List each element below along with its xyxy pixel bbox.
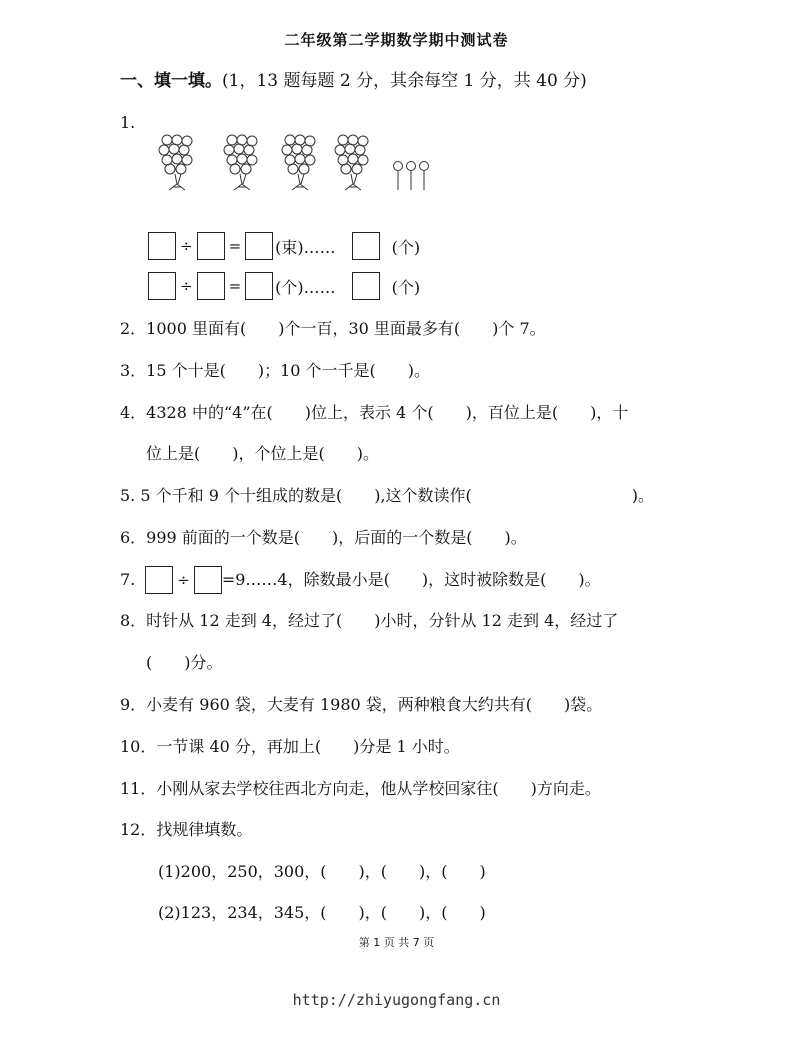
divide-sign: ÷ <box>177 571 190 589</box>
q1-number: 1. <box>120 113 136 132</box>
question-4: 4．4328 中的“4”在( )位上，表示 4 个( )，百位上是( )，十 <box>120 403 629 422</box>
question-7 <box>120 565 601 595</box>
unit-label: (个) <box>391 277 421 297</box>
question-8: 8．时针从 12 走到 4，经过了( )小时，分针从 12 走到 4，经过了 <box>120 611 619 630</box>
answer-box[interactable] <box>245 272 273 300</box>
q1-equation-row-1 <box>148 231 420 261</box>
watermark-url: http://zhiyugongfang.cn <box>292 991 501 1009</box>
equals-sign: = <box>228 237 242 255</box>
unit-label: (束)…… <box>275 237 336 257</box>
question-2: 2．1000 里面有( )个一百，30 里面最多有( )个 7。 <box>120 319 546 338</box>
question-9: 9．小麦有 960 袋，大麦有 1980 袋，两种粮食大约共有( )袋。 <box>120 695 603 714</box>
question-3: 3．15 个十是( )；10 个一千是( )。 <box>120 361 431 380</box>
question-4-cont: 位上是( )，个位上是( )。 <box>146 444 379 463</box>
answer-box[interactable] <box>148 272 176 300</box>
answer-box[interactable] <box>197 272 225 300</box>
question-11: 11．小刚从家去学校往西北方向走，他从学校回家往( )方向走。 <box>120 779 601 798</box>
section-heading <box>120 70 587 92</box>
question-10: 10．一节课 40 分，再加上( )分是 1 小时。 <box>120 737 460 756</box>
divide-sign: ÷ <box>180 237 193 255</box>
page-footer: 第 1 页 共 7 页 <box>358 936 435 949</box>
unit-label: (个)…… <box>275 277 336 297</box>
answer-box[interactable] <box>194 566 222 594</box>
question-12-part-2: (2)123，234，345，( )，( )，( ) <box>158 903 486 922</box>
divide-sign: ÷ <box>180 277 193 295</box>
equals-sign: = <box>228 277 242 295</box>
bouquet-icon <box>159 135 429 190</box>
q7-rest: =9……4，除数最小是( )，这时被除数是( )。 <box>221 570 601 589</box>
unit-label: (个) <box>391 237 421 257</box>
page-title: 二年级第二学期数学期中测试卷 <box>284 31 509 49</box>
q7-number: 7. <box>120 570 136 589</box>
question-6: 6．999 前面的一个数是( )，后面的一个数是( )。 <box>120 528 527 547</box>
answer-box[interactable] <box>352 232 380 260</box>
answer-box[interactable] <box>145 566 173 594</box>
answer-box[interactable] <box>245 232 273 260</box>
question-8-cont: ( )分。 <box>146 653 223 672</box>
flowers-illustration <box>155 132 455 197</box>
answer-box[interactable] <box>197 232 225 260</box>
answer-box[interactable] <box>148 232 176 260</box>
section-note: (1，13 题每题 2 分，其余每空 1 分，共 40 分) <box>222 71 587 91</box>
question-12-part-1: (1)200，250，300，( )，( )，( ) <box>158 862 486 881</box>
question-12: 12．找规律填数。 <box>120 820 253 839</box>
section-title: 一、填一填。 <box>120 71 222 91</box>
question-5: 5. 5 个千和 9 个十组成的数是( ),这个数读作( )。 <box>120 486 655 505</box>
answer-box[interactable] <box>352 272 380 300</box>
q1-equation-row-2 <box>148 271 420 301</box>
